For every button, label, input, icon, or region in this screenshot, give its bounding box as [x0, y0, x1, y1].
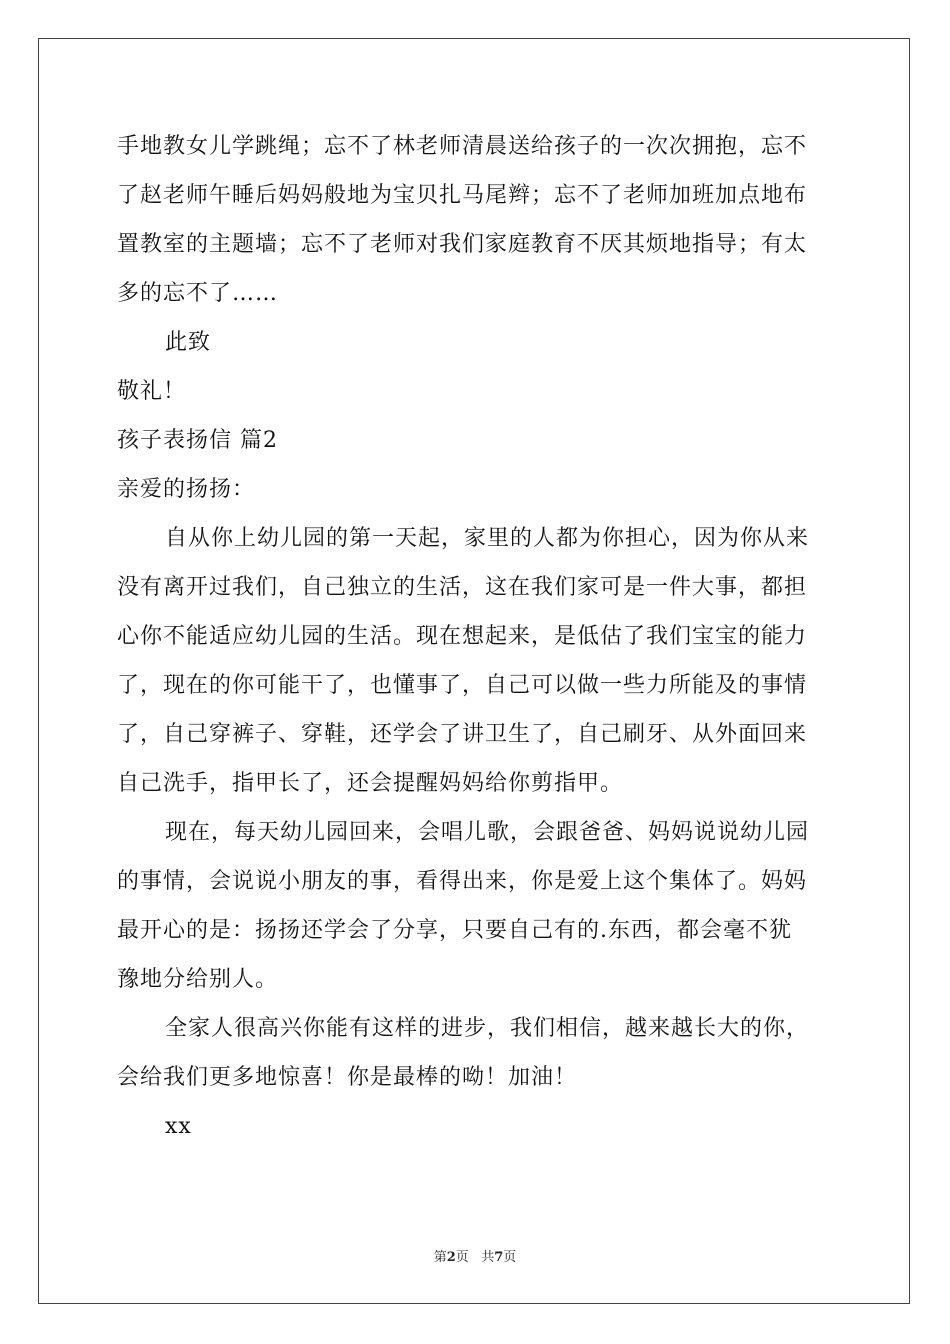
text-line: 了赵老师午睡后妈妈般地为宝贝扎马尾辫；忘不了老师加班加点地布 — [117, 183, 808, 208]
text-line: 多的忘不了…… — [117, 281, 279, 306]
page-current: 2 — [446, 1250, 456, 1265]
page-footer — [0, 1246, 950, 1265]
text-line: 最开心的是：扬扬还学会了分享，只要自己有的.东西，都会毫不犹 — [117, 918, 792, 943]
text-line: 会给我们更多地惊喜！你是最棒的呦！加油！ — [117, 1065, 578, 1090]
total-prefix: 共 — [481, 1250, 495, 1265]
text-line: 现在，每天幼儿园回来，会唱儿歌，会跟爸爸、妈妈说说幼儿园 — [165, 820, 810, 845]
text-line: 没有离开过我们，自己独立的生活，这在我们家可是一件大事，都担 — [117, 575, 808, 600]
letter-signature: xx — [165, 1114, 192, 1139]
text-line: 的事情，会说说小朋友的事，看得出来，你是爱上这个集体了。妈妈 — [117, 869, 808, 894]
closing-respect: 敬礼！ — [117, 379, 187, 404]
page-prefix: 第 — [433, 1250, 447, 1265]
letter-greeting: 亲爱的扬扬： — [117, 477, 256, 502]
text-line: 自从你上幼儿园的第一天起，家里的人都为你担心，因为你从来 — [165, 526, 810, 551]
text-line: 手地教女儿学跳绳；忘不了林老师清晨送给孩子的一次次拥抱，忘不 — [117, 134, 808, 159]
text-line: 自己洗手，指甲长了，还会提醒妈妈给你剪指甲。 — [117, 771, 624, 796]
page-total: 7 — [494, 1250, 504, 1265]
document-body — [117, 122, 833, 1151]
page-suffix: 页 — [455, 1250, 469, 1265]
section-heading: 孩子表扬信 篇2 — [117, 428, 278, 453]
text-line: 心你不能适应幼儿园的生活。现在想起来，是低估了我们宝宝的能力 — [117, 624, 808, 649]
text-line: 全家人很高兴你能有这样的进步，我们相信，越来越长大的你， — [165, 1016, 810, 1041]
text-line: 豫地分给别人。 — [117, 967, 279, 992]
text-line: 置教室的主题墙；忘不了老师对我们家庭教育不厌其烦地指导；有太 — [117, 232, 808, 257]
closing-salutation: 此致 — [165, 330, 212, 355]
total-suffix: 页 — [503, 1250, 517, 1265]
text-line: 了，自己穿裤子、穿鞋，还学会了讲卫生了，自己刷牙、从外面回来 — [117, 722, 808, 747]
text-line: 了，现在的你可能干了，也懂事了，自己可以做一些力所能及的事情 — [117, 673, 808, 698]
